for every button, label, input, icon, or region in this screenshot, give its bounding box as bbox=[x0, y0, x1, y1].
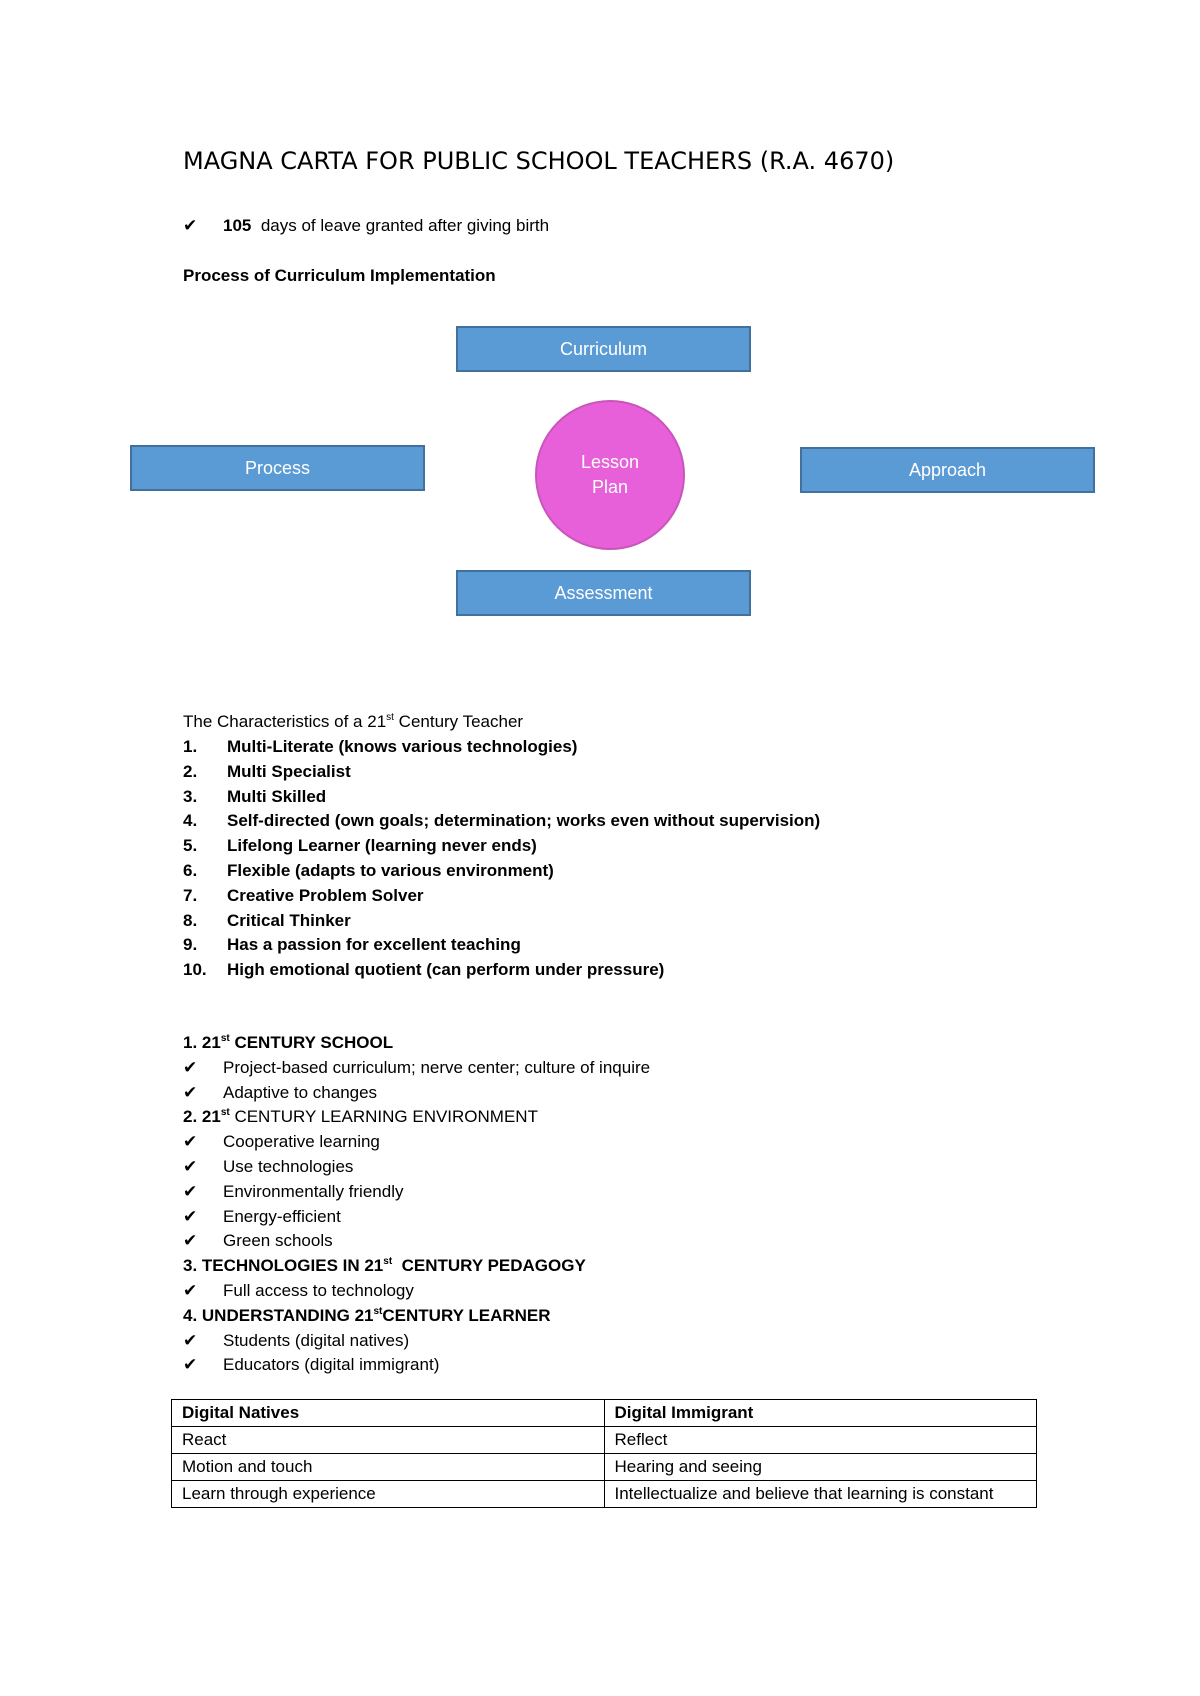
list-item-number: 8. bbox=[183, 910, 198, 930]
century-sections bbox=[183, 1031, 650, 1378]
section-heading-sup: st bbox=[373, 1305, 383, 1317]
list-item-number: 4. bbox=[183, 811, 198, 831]
checkmark-icon: ✔ bbox=[183, 1330, 198, 1351]
table-cell: Hearing and seeing bbox=[604, 1454, 1037, 1481]
list-item bbox=[183, 1229, 650, 1254]
list-item-text: Critical Thinker bbox=[227, 910, 351, 930]
list-item bbox=[183, 809, 820, 834]
lesson-plan-label-line2: Plan bbox=[591, 477, 629, 497]
list-item-text: Adaptive to changes bbox=[223, 1082, 378, 1102]
checkmark-icon: ✔ bbox=[183, 1156, 198, 1177]
list-item-text: Use technologies bbox=[223, 1156, 354, 1176]
section-heading-post: CENTURY LEARNER bbox=[382, 1305, 551, 1325]
diagram-box-curriculum: Curriculum bbox=[456, 326, 751, 372]
list-item-text: Green schools bbox=[223, 1231, 333, 1251]
list-item bbox=[183, 1155, 650, 1180]
checkmark-icon: ✔ bbox=[183, 1206, 198, 1227]
leave-item bbox=[183, 213, 549, 239]
list-item-text: Multi Specialist bbox=[227, 761, 351, 781]
lesson-plan-label-line1: Lesson bbox=[580, 452, 640, 472]
list-item bbox=[183, 958, 820, 983]
list-item-number: 9. bbox=[183, 935, 198, 955]
list-item bbox=[183, 760, 820, 785]
section-heading-sup: st bbox=[220, 1107, 230, 1119]
diagram-box-assessment: Assessment bbox=[456, 570, 751, 616]
table-cell: Reflect bbox=[604, 1427, 1037, 1454]
checkmark-icon: ✔ bbox=[183, 1231, 198, 1252]
section-heading-school bbox=[183, 1031, 650, 1056]
section-heading-technologies bbox=[183, 1254, 650, 1279]
list-item bbox=[183, 933, 820, 958]
section-heading-post: CENTURY LEARNING ENVIRONMENT bbox=[229, 1107, 538, 1127]
list-item bbox=[183, 735, 820, 760]
characteristics-heading bbox=[183, 709, 523, 734]
diagram-box-process: Process bbox=[130, 445, 425, 491]
list-item-text: Self-directed (own goals; determination; works even without supervision) bbox=[227, 811, 821, 831]
list-item-number: 2. bbox=[183, 761, 198, 781]
list-item-text: Has a passion for excellent teaching bbox=[227, 935, 521, 955]
section-heading-learner bbox=[183, 1304, 650, 1329]
list-item-text: Cooperative learning bbox=[223, 1132, 380, 1152]
list-item bbox=[183, 859, 820, 884]
list-item bbox=[183, 1130, 650, 1155]
section-heading-sup: st bbox=[383, 1256, 393, 1268]
diagram-circle-lesson-plan bbox=[535, 400, 685, 550]
table-header-cell: Digital Natives bbox=[172, 1400, 605, 1427]
list-item-text: Students (digital natives) bbox=[223, 1330, 410, 1350]
list-item bbox=[183, 1205, 650, 1230]
checkmark-icon: ✔ bbox=[183, 1355, 198, 1376]
list-item-text: Project-based curriculum; nerve center; culture of inquire bbox=[223, 1057, 651, 1077]
list-item-text: Educators (digital immigrant) bbox=[223, 1355, 440, 1375]
list-item bbox=[183, 1180, 650, 1205]
section-heading-pre: 1. 21 bbox=[183, 1033, 221, 1052]
list-item-text: Creative Problem Solver bbox=[227, 885, 424, 905]
checkmark-icon: ✔ bbox=[183, 1181, 198, 1202]
list-item-text: Full access to technology bbox=[223, 1280, 414, 1300]
list-item-text: Flexible (adapts to various environment) bbox=[227, 860, 554, 880]
checkmark-icon: ✔ bbox=[183, 216, 198, 236]
table-cell: Motion and touch bbox=[172, 1454, 605, 1481]
list-item-text: Multi Skilled bbox=[227, 786, 327, 806]
table-cell: Learn through experience bbox=[172, 1481, 605, 1508]
section-heading-pre: 3. TECHNOLOGIES IN 21 bbox=[183, 1256, 384, 1276]
table-row bbox=[172, 1427, 1037, 1454]
leave-item-text: days of leave granted after giving birth bbox=[260, 216, 550, 235]
document-title: MAGNA CARTA FOR PUBLIC SCHOOL TEACHERS (R.A. 4670) bbox=[183, 147, 895, 175]
section-heading-pre: 2. 21 bbox=[183, 1107, 221, 1127]
section-heading-post: CENTURY PEDAGOGY bbox=[392, 1256, 586, 1276]
list-item-text: Multi-Literate (knows various technologies) bbox=[227, 737, 578, 756]
table-row bbox=[172, 1481, 1037, 1508]
list-item bbox=[183, 1056, 650, 1081]
checkmark-icon: ✔ bbox=[183, 1082, 198, 1103]
characteristics-heading-post: Century Teacher bbox=[393, 712, 524, 731]
list-item bbox=[183, 884, 820, 909]
characteristics-heading-pre: The Characteristics of a 21 bbox=[183, 712, 387, 731]
list-item-number: 1. bbox=[183, 737, 198, 756]
list-item bbox=[183, 1081, 650, 1106]
section-heading-learning-environment bbox=[183, 1105, 650, 1130]
leave-days-number: 105 bbox=[223, 216, 252, 235]
list-item-text: Lifelong Learner (learning never ends) bbox=[227, 836, 537, 856]
list-item bbox=[183, 1353, 650, 1378]
checkmark-icon: ✔ bbox=[183, 1280, 198, 1301]
list-item-text: Environmentally friendly bbox=[223, 1181, 404, 1201]
list-item-number: 5. bbox=[183, 836, 198, 856]
list-item-text: High emotional quotient (can perform under pressure) bbox=[227, 960, 665, 980]
list-item bbox=[183, 834, 820, 859]
section-heading-pre: 4. UNDERSTANDING 21 bbox=[183, 1305, 374, 1325]
list-item-number: 3. bbox=[183, 786, 198, 806]
list-item-number: 7. bbox=[183, 885, 198, 905]
list-item-number: 6. bbox=[183, 860, 198, 880]
checkmark-icon: ✔ bbox=[183, 1057, 198, 1078]
list-item bbox=[183, 1329, 650, 1354]
table-header-cell: Digital Immigrant bbox=[604, 1400, 1037, 1427]
checkmark-icon: ✔ bbox=[183, 1132, 198, 1153]
process-heading: Process of Curriculum Implementation bbox=[183, 266, 496, 285]
digital-natives-immigrant-table bbox=[171, 1399, 1037, 1508]
list-item bbox=[183, 909, 820, 934]
list-item-number: 10. bbox=[183, 960, 207, 980]
table-row bbox=[172, 1454, 1037, 1481]
table-cell: React bbox=[172, 1427, 605, 1454]
section-heading-sup: st bbox=[220, 1033, 230, 1044]
table-cell: Intellectualize and believe that learning is constant bbox=[604, 1481, 1037, 1508]
list-item bbox=[183, 1279, 650, 1304]
list-item-text: Energy-efficient bbox=[223, 1206, 341, 1226]
diagram-box-approach: Approach bbox=[800, 447, 1095, 493]
table-header-row bbox=[172, 1400, 1037, 1427]
characteristics-list bbox=[183, 735, 820, 983]
section-heading-post: CENTURY SCHOOL bbox=[229, 1033, 394, 1052]
characteristics-heading-sup: st bbox=[386, 712, 394, 723]
list-item bbox=[183, 785, 820, 810]
